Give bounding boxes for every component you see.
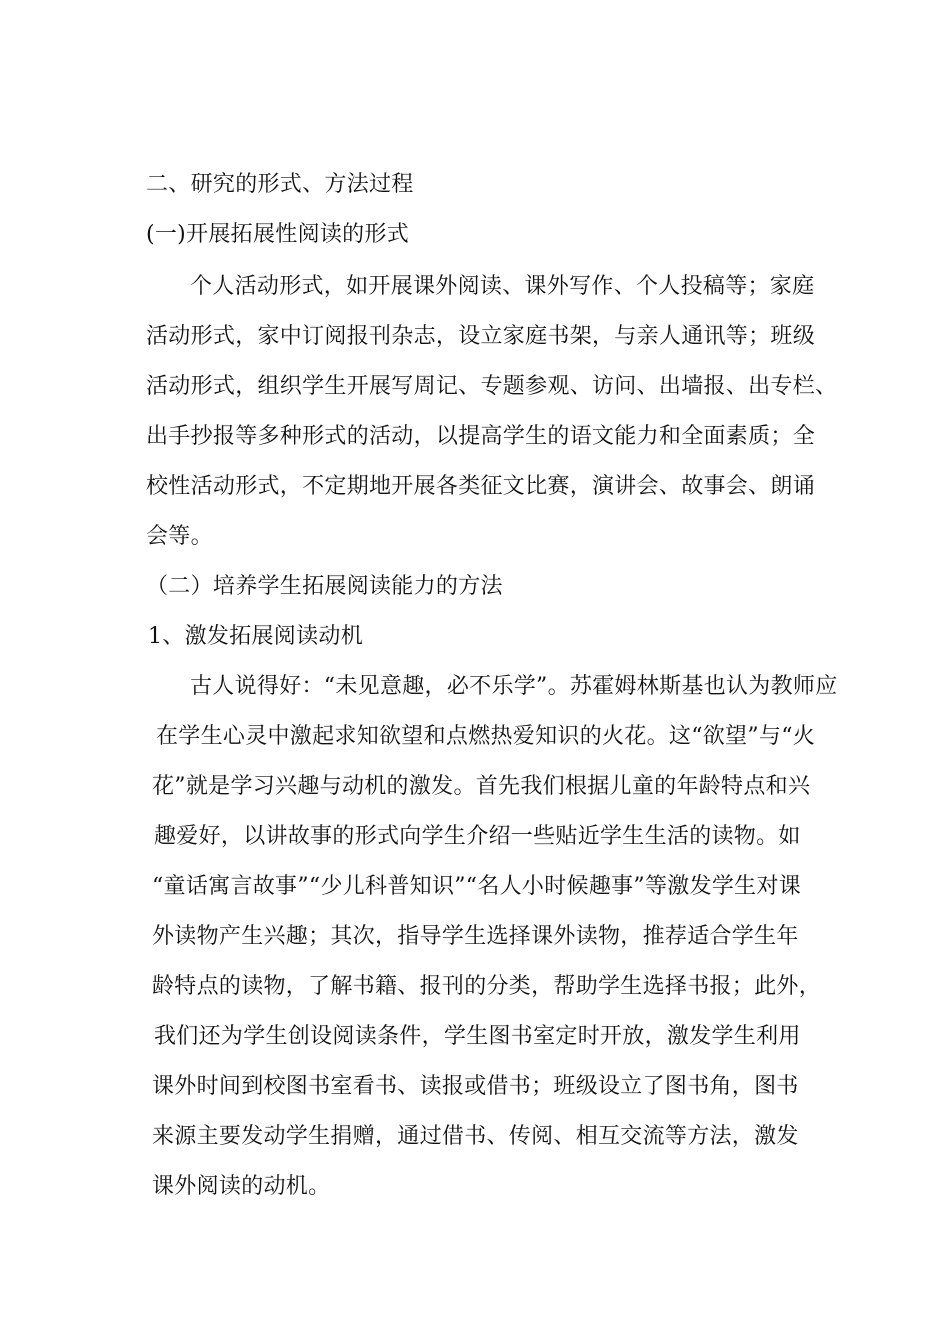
subsection-heading-forms: (一)开展拓展性阅读的形式 — [146, 222, 410, 247]
paragraph-motivation-line: 我们还为学生创设阅读条件，学生图书室定时开放，激发学生利用 — [154, 1024, 801, 1049]
item-heading-motivation: 1、激发拓展阅读动机 — [148, 624, 363, 649]
paragraph-motivation-line: “童话寓言故事”“少儿科普知识”“名人小时候趣事”等激发学生对课 — [152, 874, 802, 899]
paragraph-motivation-line: 花”就是学习兴趣与动机的激发。首先我们根据儿童的年龄特点和兴 — [152, 774, 811, 799]
paragraph-motivation-line: 课外阅读的动机。 — [152, 1174, 331, 1199]
paragraph-forms-line: 个人活动形式，如开展课外阅读、课外写作、个人投稿等；家庭 — [190, 274, 815, 299]
paragraph-motivation-line: 在学生心灵中激起求知欲望和点燃热爱知识的火花。这“欲望”与“火 — [156, 724, 816, 749]
paragraph-motivation-line: 龄特点的读物，了解书籍、报刊的分类，帮助学生选择书报；此外， — [152, 974, 822, 999]
paragraph-forms-line: 会等。 — [146, 524, 213, 549]
paragraph-motivation-line: 外读物产生兴趣；其次，指导学生选择课外读物，推荐适合学生年 — [152, 924, 799, 949]
paragraph-motivation-line: 课外时间到校图书室看书、读报或借书；班级设立了图书角，图书 — [152, 1074, 799, 1099]
subsection-heading-methods: （二）培养学生拓展阅读能力的方法 — [146, 574, 503, 599]
paragraph-forms-line: 出手抄报等多种形式的活动，以提高学生的语文能力和全面素质；全 — [146, 424, 816, 449]
paragraph-motivation-line: 来源主要发动学生捐赠，通过借书、传阅、相互交流等方法，激发 — [152, 1124, 799, 1149]
paragraph-forms-line: 校性活动形式，不定期地开展各类征文比赛，演讲会、故事会、朗诵 — [146, 474, 816, 499]
paragraph-forms-line: 活动形式，组织学生开展写周记、专题参观、访问、出墙报、出专栏、 — [146, 374, 838, 399]
paragraph-forms-line: 活动形式，家中订阅报刊杂志，设立家庭书架，与亲人通讯等；班级 — [146, 324, 816, 349]
section-heading: 二、研究的形式、方法过程 — [146, 172, 414, 197]
paragraph-motivation-line: 趣爱好，以讲故事的形式向学生介绍一些贴近学生生活的读物。如 — [154, 824, 801, 849]
paragraph-motivation-line: 古人说得好：“未见意趣，必不乐学”。苏霍姆林斯基也认为教师应 — [190, 674, 838, 699]
